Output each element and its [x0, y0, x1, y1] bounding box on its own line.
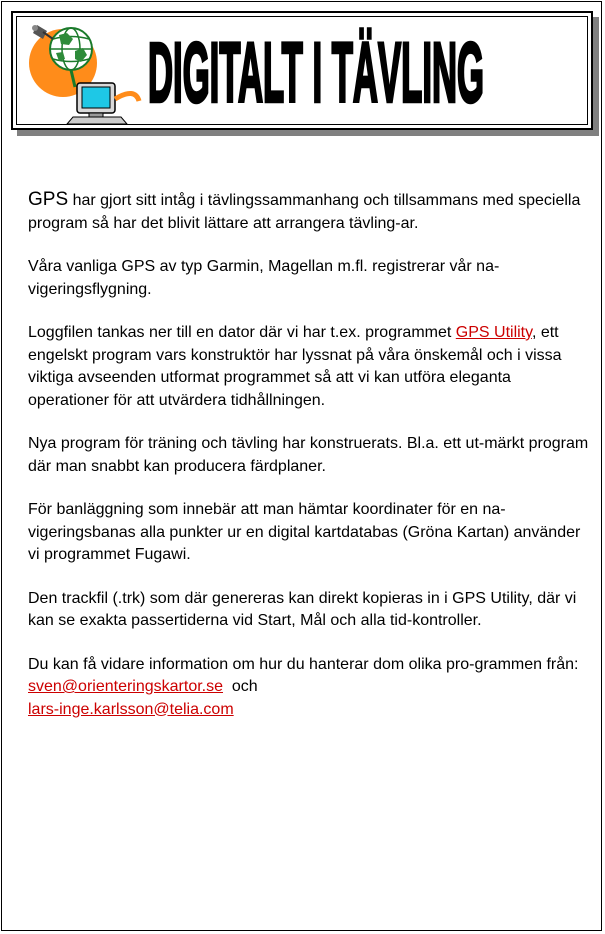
paragraph-text: och	[223, 678, 263, 695]
email-link-sven[interactable]: sven@orienteringskartor.se	[28, 678, 223, 695]
banner	[11, 11, 593, 130]
banner-title-text: DIGITALT I TÄVLING	[147, 24, 484, 120]
paragraph-logfile	[28, 322, 590, 412]
paragraph-course-planning: För banläggning som innebär att man hämtar koordinater för en na-vigeringsbanas alla punkter ur en digital kartdatabas (Gröna Kartan) använder vi programmet Fugawi.	[28, 501, 581, 563]
banner-title	[141, 19, 491, 125]
article-body	[28, 189, 590, 742]
globe-satellite-computer-icon	[23, 17, 143, 125]
paragraph-text: Loggfilen tankas ner till en dator där vi har t.ex. programmet	[28, 324, 456, 341]
paragraph-trackfile: Den trackfil (.trk) som där genereras kan direkt kopieras in i GPS Utility, där vi kan se exakta passertiderna vid Start, Mål och alla tid-kontroller.	[28, 589, 577, 629]
paragraph-text: Du kan få vidare information om hur du hanterar dom olika pro-grammen från:	[28, 655, 579, 673]
lead-word: GPS	[28, 189, 69, 210]
paragraph-gps-devices: Våra vanliga GPS av typ Garmin, Magellan m.fl. registrerar vår na-vigeringsflygning.	[28, 258, 500, 298]
paragraph-intro	[28, 189, 590, 235]
paragraph-new-programs: Nya program för träning och tävling har konstruerats. Bl.a. ett ut-märkt program där man snabbt kan producera färdplaner.	[28, 435, 589, 475]
paragraph-contact	[28, 654, 590, 722]
paragraph-text: har gjort sitt intåg i tävlingssammanhang och tillsammans med speciella program så har det blivit lättare att arrangera tävling-ar.	[28, 192, 581, 232]
gps-utility-link[interactable]: GPS Utility	[455, 324, 532, 341]
paragraph-text: , ett engelskt program vars konstruktör har lyssnat på våra önskemål och i vissa viktiga avseenden utformat programmet så att vi kan utföra eleganta operationer för att utvärdera tidhållningen.	[28, 324, 562, 409]
email-link-lars-inge[interactable]: lars-inge.karlsson@telia.com	[28, 700, 234, 718]
